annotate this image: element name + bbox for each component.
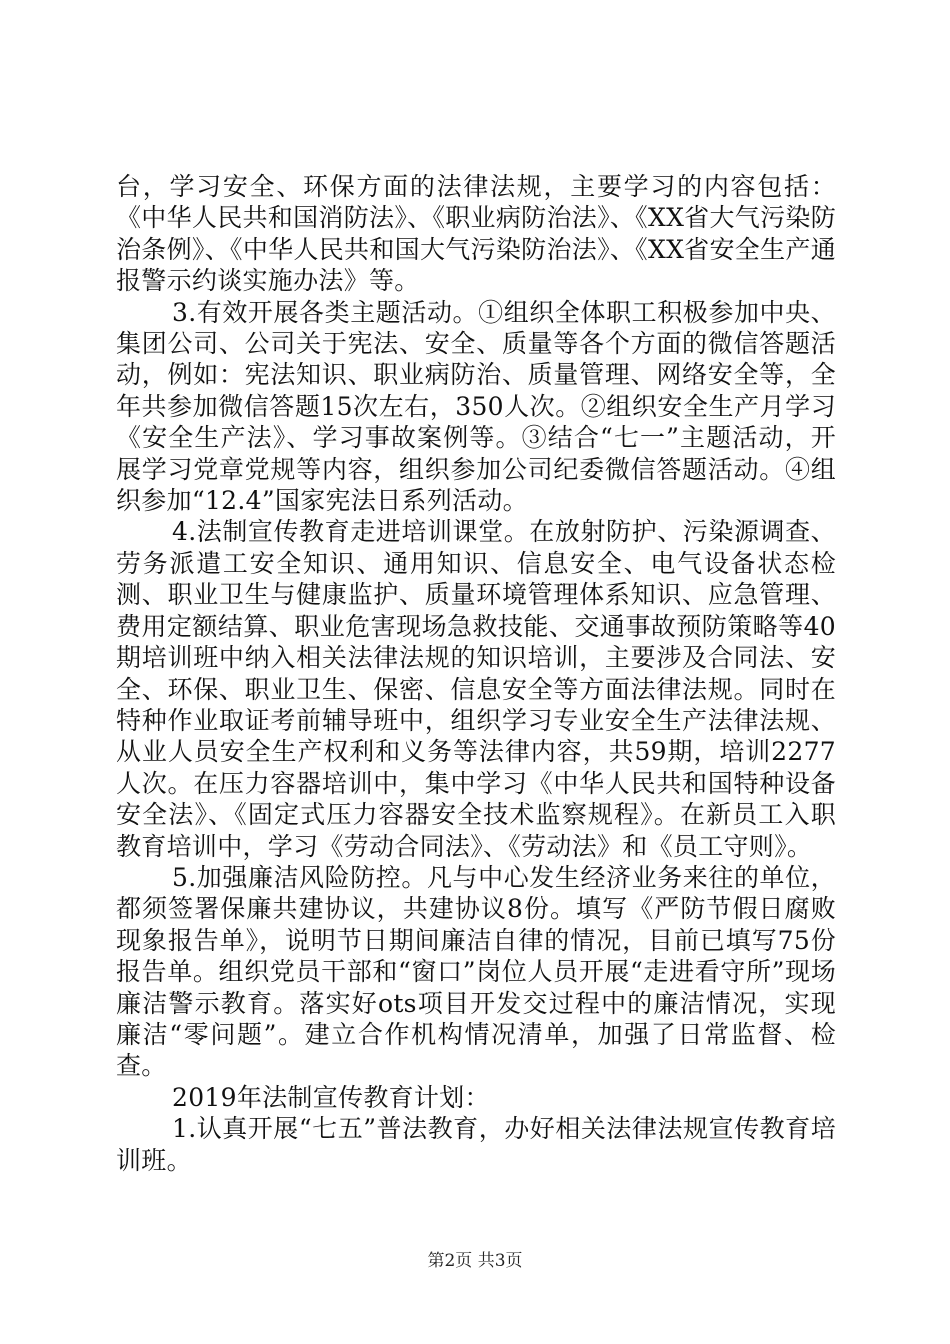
document-body — [116, 171, 836, 1176]
paragraph-plan-heading: 2019年法制宣传教育计划： — [172, 1082, 490, 1112]
paragraph-plan-item-1: 1.认真开展“七五”普法教育，办好相关法律法规宣传教育培训班。 — [116, 1114, 836, 1175]
paragraph-training-classroom: 4.法制宣传教育走进培训课堂。在放射防护、污染源调查、劳务派遣工安全知识、通用知识、信息安全、电气设备状态检测、职业卫生与健康监护、质量环境管理体系知识、应急管理、费用定额结算、职业危害现场急救技能、交通事故预防策略等40期培训班中纳入相关法律法规的知识培训，主要涉及合同法、安全、环保、职业卫生、保密、信息安全等方面法律法规。同时在特种作业取证考前辅导班中，组织学习专业安全生产法律法规、从业人员安全生产权利和义务等法律内容，共59期，培训2277人次。在压力容器培训中，集中学习《中华人民共和国特种设备安全法》、《固定式压力容器安全技术监察规程》。在新员工入职教育培训中，学习《劳动合同法》、《劳动法》和《员工守则》。 — [116, 517, 836, 861]
paragraph-integrity-risk: 5.加强廉洁风险防控。凡与中心发生经济业务来往的单位，都须签署保廉共建协议，共建协议8份。填写《严防节假日腐败现象报告单》，说明节日期间廉洁自律的情况，目前已填写75份报告单。组织党员干部和“窗口”岗位人员开展“走进看守所”现场廉洁警示教育。落实好ots项目开发交过程中的廉洁情况，实现廉洁“零问题”。建立合作机构情况清单，加强了日常监督、检查。 — [116, 862, 837, 1081]
paragraph-continuation: 台，学习安全、环保方面的法律法规，主要学习的内容包括：《中华人民共和国消防法》、《职业病防治法》、《XX省大气污染防治条例》、《中华人民共和国大气污染防治法》、《XX省安全生产通报警示约谈实施办法》等。 — [116, 172, 836, 296]
page-number-footer: 第2页 共3页 — [427, 1251, 523, 1271]
paragraph-theme-activities: 3.有效开展各类主题活动。①组织全体职工积极参加中央、集团公司、公司关于宪法、安全、质量等各个方面的微信答题活动，例如：宪法知识、职业病防治、质量管理、网络安全等，全年共参加微信答题15次左右，350人次。②组织安全生产月学习《安全生产法》、学习事故案例等。③结合“七一”主题活动，开展学习党章党规等内容，组织参加公司纪委微信答题活动。④组织参加“12.4”国家宪法日系列活动。 — [116, 297, 836, 516]
